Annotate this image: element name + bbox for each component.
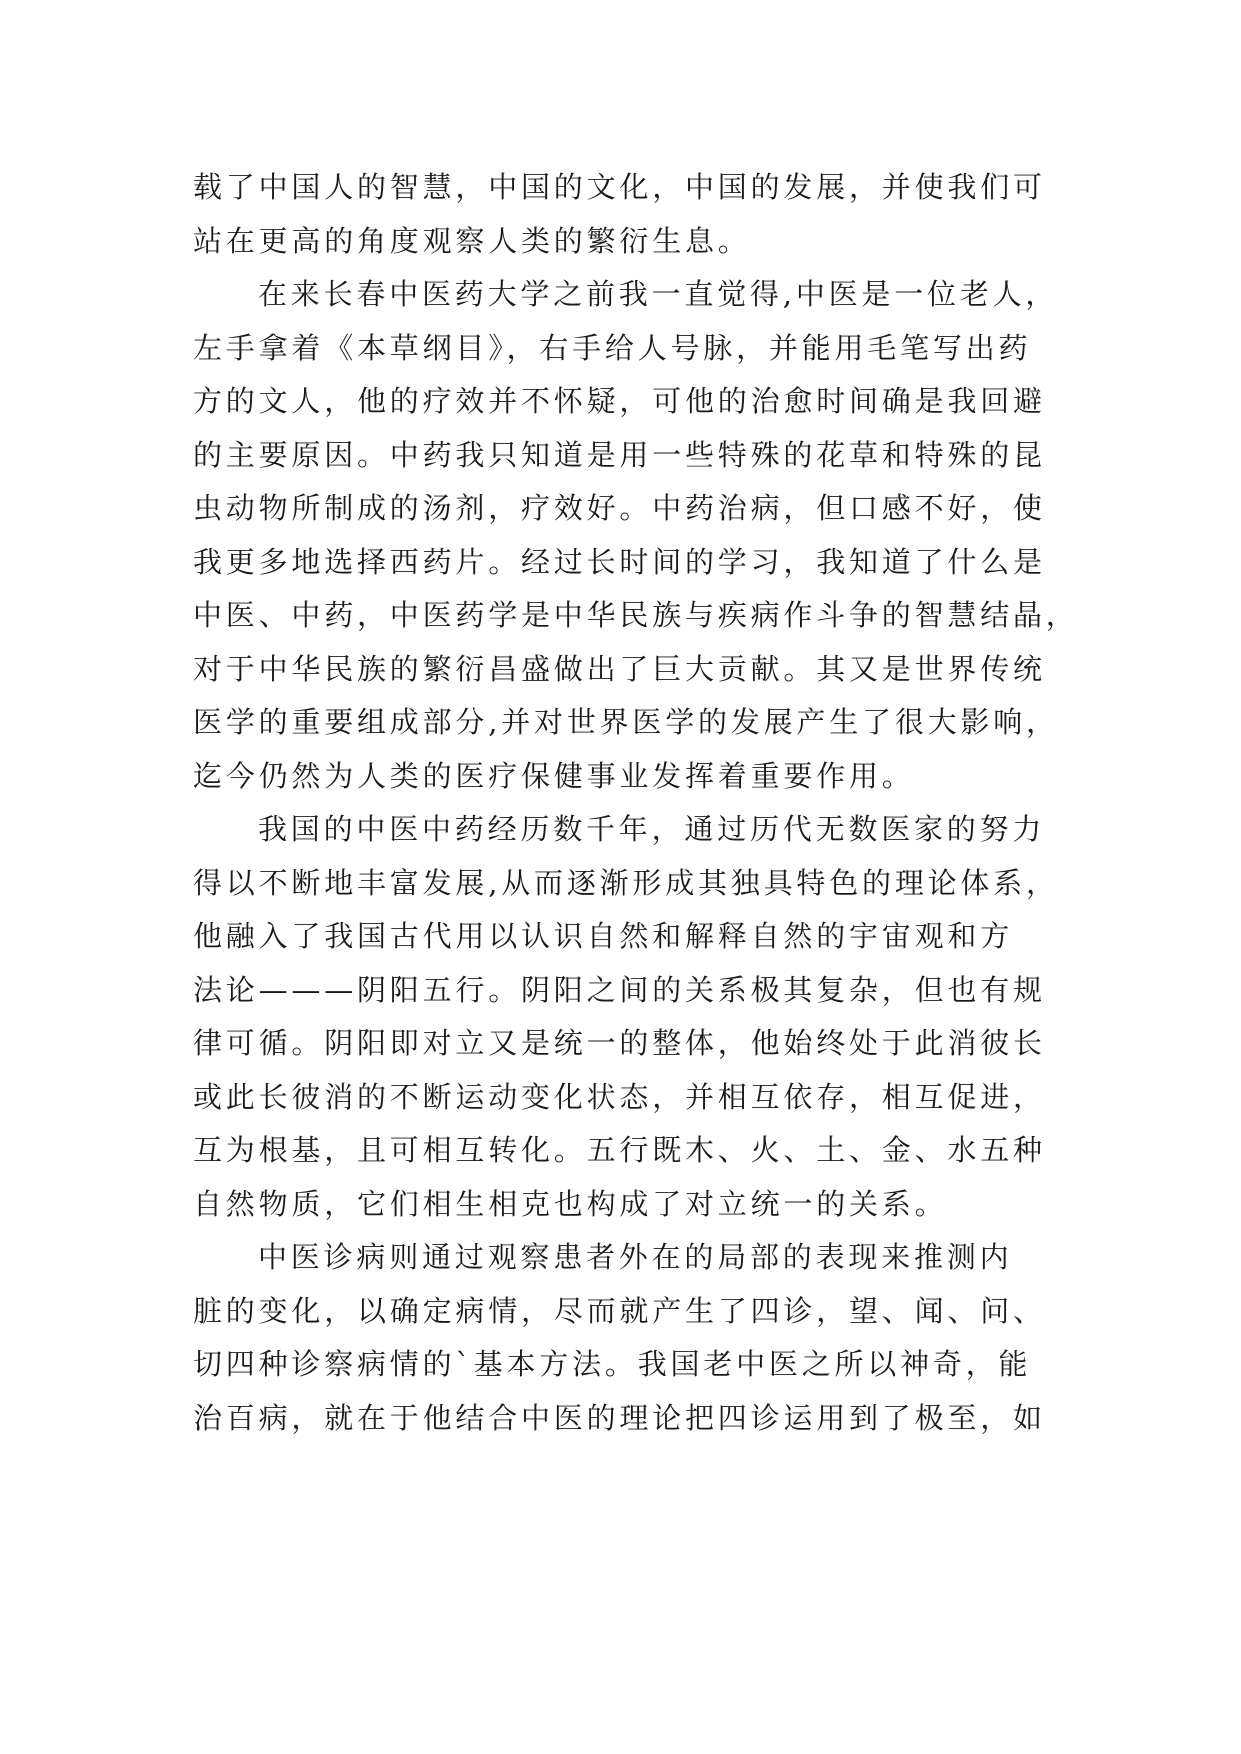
text-line: 切四种诊察病情的`基本方法。我国老中医之所以神奇，能 (193, 1347, 1032, 1381)
text-line: 他融入了我国古代用以认识自然和解释自然的宇宙观和方 (193, 919, 1014, 953)
text-line: 或此长彼消的不断运动变化状态，并相互依存，相互促进， (193, 1079, 1046, 1114)
text-line: 自然物质，它们相生相克也构成了对立统一的关系。 (193, 1186, 948, 1221)
text-line: 方的文人，他的疗效并不怀疑，可他的治愈时间确是我回避 (193, 384, 1046, 418)
text-line: 的主要原因。中药我只知道是用一些特殊的花草和特殊的昆 (193, 437, 1046, 472)
text-line: 载了中国人的智慧，中国的文化，中国的发展，并使我们可 (193, 170, 1046, 204)
text-line: 得以不断地丰富发展,从而逐渐形成其独具特色的理论体系， (193, 865, 1059, 900)
text-line: 站在更高的角度观察人类的繁衍生息。 (193, 223, 751, 258)
paragraph-start-line: 中医诊病则通过观察患者外在的局部的表现来推测内 (258, 1240, 1013, 1274)
text-line: 左手拿着《本草纲目》，右手给人号脉，并能用毛笔写出药 (193, 330, 1032, 365)
paragraph-start-line: 在来长春中医药大学之前我一直觉得,中医是一位老人， (258, 277, 1059, 311)
text-line: 治百病，就在于他结合中医的理论把四诊运用到了极至，如 (193, 1400, 1046, 1435)
text-line: 医学的重要组成部分,并对世界医学的发展产生了很大影响， (193, 705, 1059, 739)
text-line: 法论———阴阳五行。阴阳之间的关系极其复杂，但也有规 (193, 972, 1046, 1007)
text-line: 律可循。阴阳即对立又是统一的整体，他始终处于此消彼长 (193, 1026, 1046, 1060)
paragraph-start-line: 我国的中医中药经历数千年，通过历代无数医家的努力 (258, 812, 1046, 846)
text-line: 脏的变化，以确定病情，尽而就产生了四诊，望、闻、问、 (193, 1293, 1046, 1328)
text-line: 我更多地选择西药片。经过长时间的学习，我知道了什么是 (193, 544, 1046, 579)
text-line: 虫动物所制成的汤剂，疗效好。中药治病，但口感不好，使 (193, 491, 1046, 525)
body-text (193, 161, 1093, 1445)
text-line: 互为根基，且可相互转化。五行既木、火、土、金、水五种 (193, 1133, 1046, 1167)
text-line: 中医、中药，中医药学是中华民族与疾病作斗争的智慧结晶， (193, 598, 1079, 632)
text-line: 对于中华民族的繁衍昌盛做出了巨大贡献。其又是世界传统 (193, 651, 1046, 686)
text-line: 迄今仍然为人类的医疗保健事业发挥着重要作用。 (193, 758, 915, 793)
